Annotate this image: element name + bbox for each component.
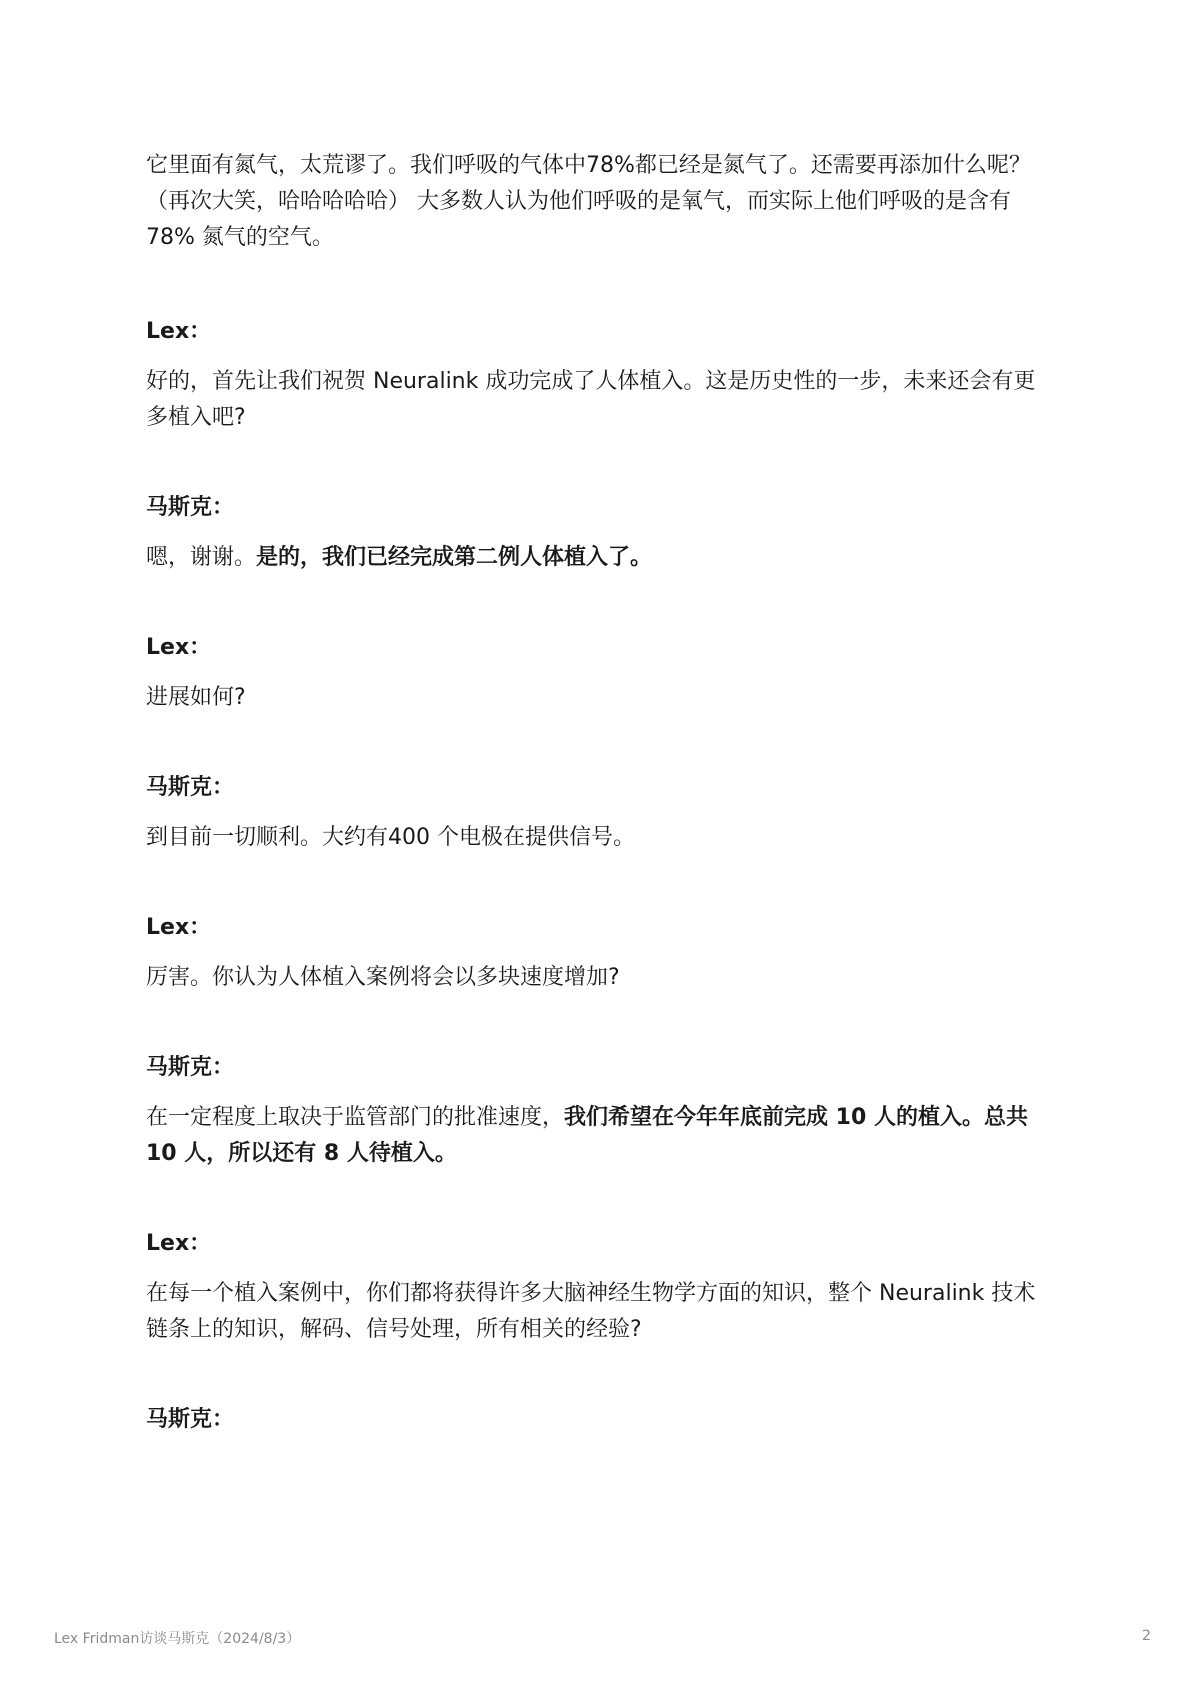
dialogue-turn <box>146 490 1056 576</box>
dialogue-turn <box>146 630 1056 716</box>
emphasis-text: 是的，我们已经完成第二例人体植入了。 <box>256 545 653 570</box>
speaker-label: Lex： <box>146 1231 212 1256</box>
dialogue-turn <box>146 910 1056 996</box>
speech-text: 进展如何? <box>146 685 246 710</box>
transcript-body <box>146 148 1056 1492</box>
dialogue-turn <box>146 770 1056 856</box>
speaker-label: 马斯克： <box>146 1407 235 1432</box>
dialogue-turn <box>146 1402 1056 1438</box>
dialogue-turn <box>146 1050 1056 1172</box>
speech-text: 厉害。你认为人体植入案例将会以多块速度增加? <box>146 965 620 990</box>
speaker-label: 马斯克： <box>146 495 235 520</box>
speaker-label: Lex： <box>146 915 212 940</box>
speech-text: 好的，首先让我们祝贺 Neuralink 成功完成了人体植入。这是历史性的一步，未来还会有更多植入吧? <box>146 369 1036 430</box>
speaker-label: 马斯克： <box>146 775 235 800</box>
speech-text: 到目前一切顺利。大约有400 个电极在提供信号。 <box>146 825 635 850</box>
dialogue-turn <box>146 1226 1056 1348</box>
page-number: 2 <box>1142 1628 1151 1644</box>
speaker-label: 马斯克： <box>146 1055 235 1080</box>
emphasis-text: 我们希望在今年年底前完成 10 人的植入。总共 10 人，所以还有 8 人待植入。 <box>146 1105 1028 1166</box>
dialogue-turn <box>146 314 1056 436</box>
speech-text: 在每一个植入案例中，你们都将获得许多大脑神经生物学方面的知识，整个 Neuralink 技术链条上的知识，解码、信号处理，所有相关的经验? <box>146 1281 1036 1342</box>
speaker-label: Lex： <box>146 635 212 660</box>
speaker-label: Lex： <box>146 319 212 344</box>
footer-title: Lex Fridman访谈马斯克（2024/8/3） <box>54 1631 301 1647</box>
speech-text: 嗯，谢谢。是的，我们已经完成第二例人体植入了。 <box>146 545 653 570</box>
speech-text: 在一定程度上取决于监管部门的批准速度，我们希望在今年年底前完成 10 人的植入。总共 10 人，所以还有 8 人待植入。 <box>146 1105 1028 1166</box>
intro-paragraph: 它里面有氮气，太荒谬了。我们呼吸的气体中78%都已经是氮气了。还需要再添加什么呢？（再次大笑，哈哈哈哈哈） 大多数人认为他们呼吸的是氧气，而实际上他们呼吸的是含有 78% 氮气的空气。 <box>146 153 1031 250</box>
